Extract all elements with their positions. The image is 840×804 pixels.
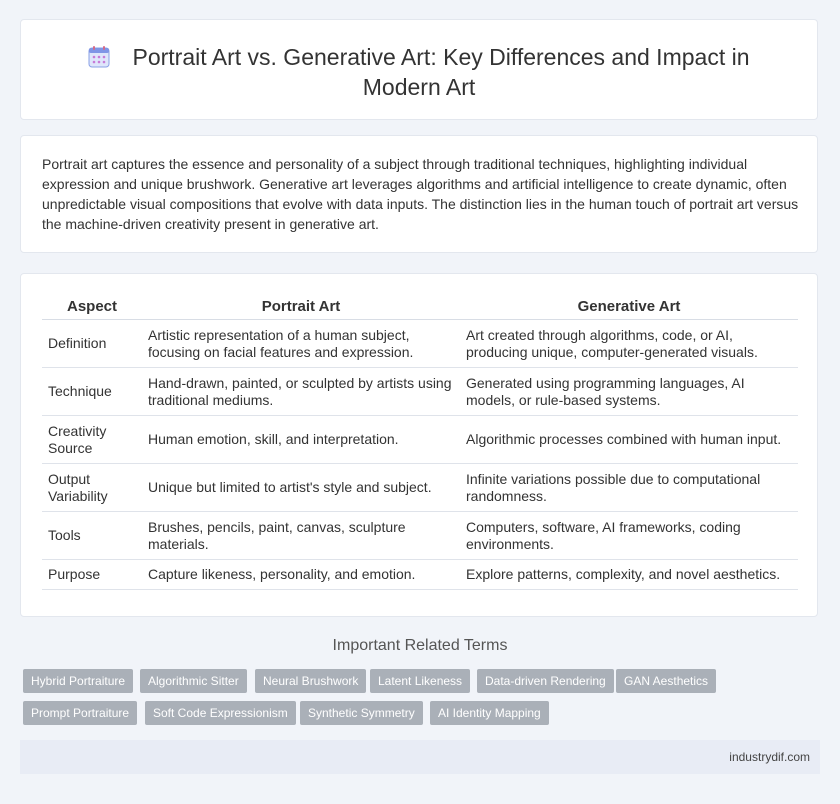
related-term-tag[interactable]: Algorithmic Sitter <box>140 669 247 693</box>
calendar-icon <box>88 46 110 68</box>
portrait-art-cell: Capture likeness, personality, and emotion. <box>142 560 460 590</box>
aspect-cell: Purpose <box>42 560 142 590</box>
related-term-tag[interactable]: Neural Brushwork <box>255 669 366 693</box>
table-row <box>42 512 798 560</box>
related-term-tag[interactable]: Synthetic Symmetry <box>300 701 423 725</box>
table-row <box>42 320 798 368</box>
portrait-art-cell: Human emotion, skill, and interpretation. <box>142 416 460 464</box>
column-header-generative-art: Generative Art <box>460 294 798 320</box>
table-row <box>42 560 798 590</box>
generative-art-cell: Algorithmic processes combined with human input. <box>460 416 798 464</box>
table-row <box>42 368 798 416</box>
generative-art-cell: Explore patterns, complexity, and novel aesthetics. <box>460 560 798 590</box>
related-term-tag[interactable]: Data-driven Rendering <box>477 669 614 693</box>
intro-paragraph: Portrait art captures the essence and personality of a subject through traditional techniques, highlighting individual expression and unique brushwork. Generative art leverages algorithms and artificial intelligence to create dynamic, often unpredictable visual compositions that evolve with data inputs. The distinction lies in the human touch of portrait art versus the machine-driven creativity present in generative art. <box>42 156 799 232</box>
generative-art-cell: Computers, software, AI frameworks, coding environments. <box>460 512 798 560</box>
aspect-cell: Technique <box>42 368 142 416</box>
aspect-cell: Output Variability <box>42 464 142 512</box>
aspect-cell: Creativity Source <box>42 416 142 464</box>
aspect-cell: Definition <box>42 320 142 368</box>
page-title: Portrait Art vs. Generative Art: Key Differences and Impact in Modern Art <box>132 44 750 100</box>
portrait-art-cell: Unique but limited to artist's style and subject. <box>142 464 460 512</box>
portrait-art-cell: Hand-drawn, painted, or sculpted by artists using traditional mediums. <box>142 368 460 416</box>
generative-art-cell: Generated using programming languages, AI models, or rule-based systems. <box>460 368 798 416</box>
generative-art-cell: Infinite variations possible due to computational randomness. <box>460 464 798 512</box>
footer-bar <box>20 740 820 774</box>
related-term-tag[interactable]: Latent Likeness <box>370 669 470 693</box>
table-row <box>42 464 798 512</box>
portrait-art-cell: Brushes, pencils, paint, canvas, sculpture materials. <box>142 512 460 560</box>
aspect-cell: Tools <box>42 512 142 560</box>
generative-art-cell: Art created through algorithms, code, or AI, producing unique, computer-generated visuals. <box>460 320 798 368</box>
portrait-art-cell: Artistic representation of a human subject, focusing on facial features and expression. <box>142 320 460 368</box>
comparison-card <box>20 273 818 617</box>
table-row <box>42 416 798 464</box>
footer-site-link[interactable]: industrydif.com <box>729 750 810 764</box>
header-card <box>20 19 818 120</box>
page-title-wrap <box>61 42 777 102</box>
table-header-row <box>42 294 798 320</box>
column-header-portrait-art: Portrait Art <box>142 294 460 320</box>
related-terms-title: Important Related Terms <box>332 637 508 654</box>
related-term-tag[interactable]: AI Identity Mapping <box>430 701 549 725</box>
related-term-tag[interactable]: Hybrid Portraiture <box>23 669 133 693</box>
comparison-table <box>42 294 798 590</box>
related-term-tag[interactable]: Soft Code Expressionism <box>145 701 296 725</box>
related-term-tag[interactable]: GAN Aesthetics <box>616 669 716 693</box>
column-header-aspect: Aspect <box>42 294 142 320</box>
intro-card <box>20 135 818 253</box>
related-term-tag[interactable]: Prompt Portraiture <box>23 701 137 725</box>
